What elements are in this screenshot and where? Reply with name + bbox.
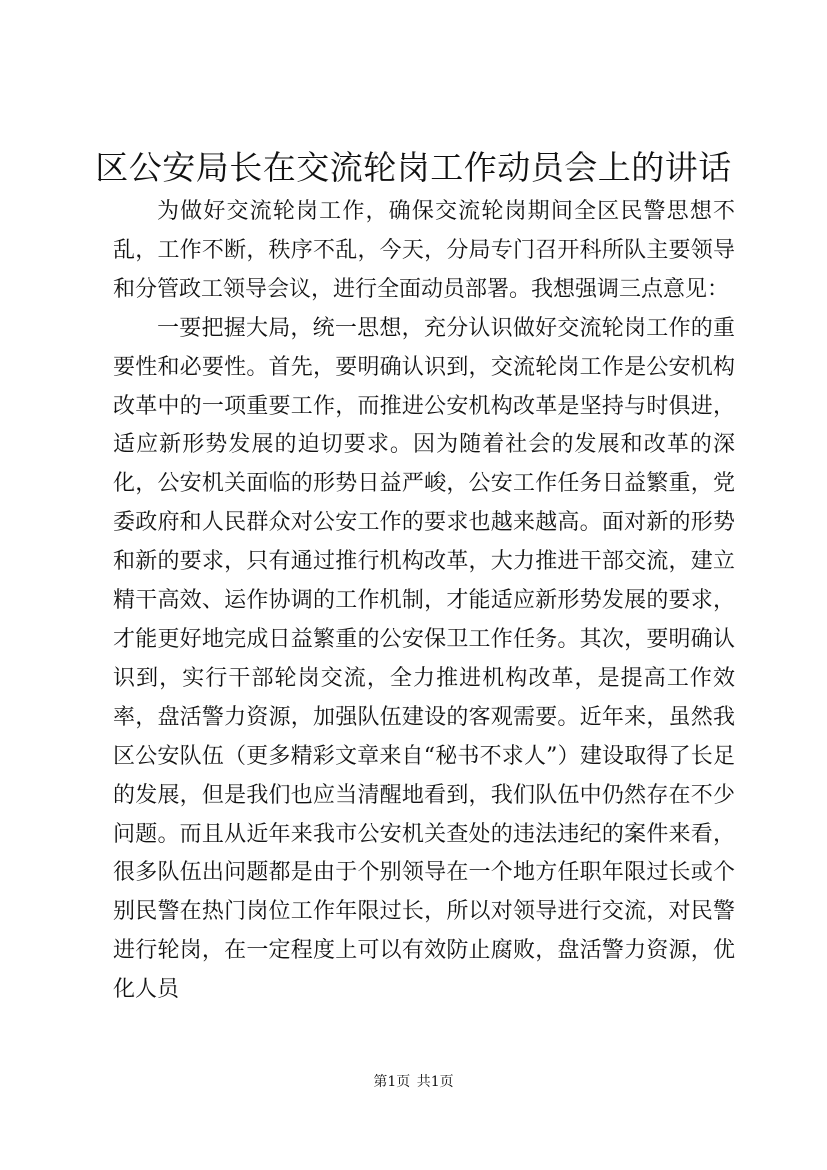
page-total: 共1页 bbox=[416, 1074, 454, 1090]
document-title: 区公安局长在交流轮岗工作动员会上的讲话 bbox=[95, 148, 732, 187]
paragraph-point-one: 一要把握大局，统一思想，充分认识做好交流轮岗工作的重要性和必要性。首先，要明确认识到，交流轮岗工作是公安机构改革中的一项重要工作，而推进公安机构改革是坚持与时俱进，适应新形势发展的迫切要求。因为随着社会的发展和改革的深化，公安机关面临的形势日益严峻，公安工作任务日益繁重，党委政府和人民群众对公安工作的要求也越来越高。面对新的形势和新的要求，只有通过推行机构改革，大力推进干部交流，建立精干高效、运作协调的工作机制，才能适应新形势发展的要求，才能更好地完成日益繁重的公安保卫工作任务。其次，要明确认识到，实行干部轮岗交流，全力推进机构改革，是提高工作效率，盘活警力资源，加强队伍建设的客观需要。近年来，虽然我区公安队伍（更多精彩文章来自“秘书不求人”）建设取得了长足的发展，但是我们也应当清醒地看到，我们队伍中仍然存在不少问题。而且从近年来我市公安机关查处的违法违纪的案件来看，很多队伍出问题都是由于个别领导在一个地方任职年限过长或个别民警在热门岗位工作年限过长，所以对领导进行交流，对民警进行轮岗，在一定程度上可以有效防止腐败，盘活警力资源，优化人员 bbox=[113, 315, 735, 1003]
page-number: 第1页 bbox=[373, 1074, 411, 1090]
paragraph-intro: 为做好交流轮岗工作，确保交流轮岗期间全区民警思想不乱，工作不断，秩序不乱，今天，分局专门召开科所队主要领导和分管政工领导会议，进行全面动员部署。我想强调三点意见： bbox=[113, 199, 735, 302]
document-body bbox=[113, 193, 735, 1010]
page-footer bbox=[0, 1072, 827, 1092]
